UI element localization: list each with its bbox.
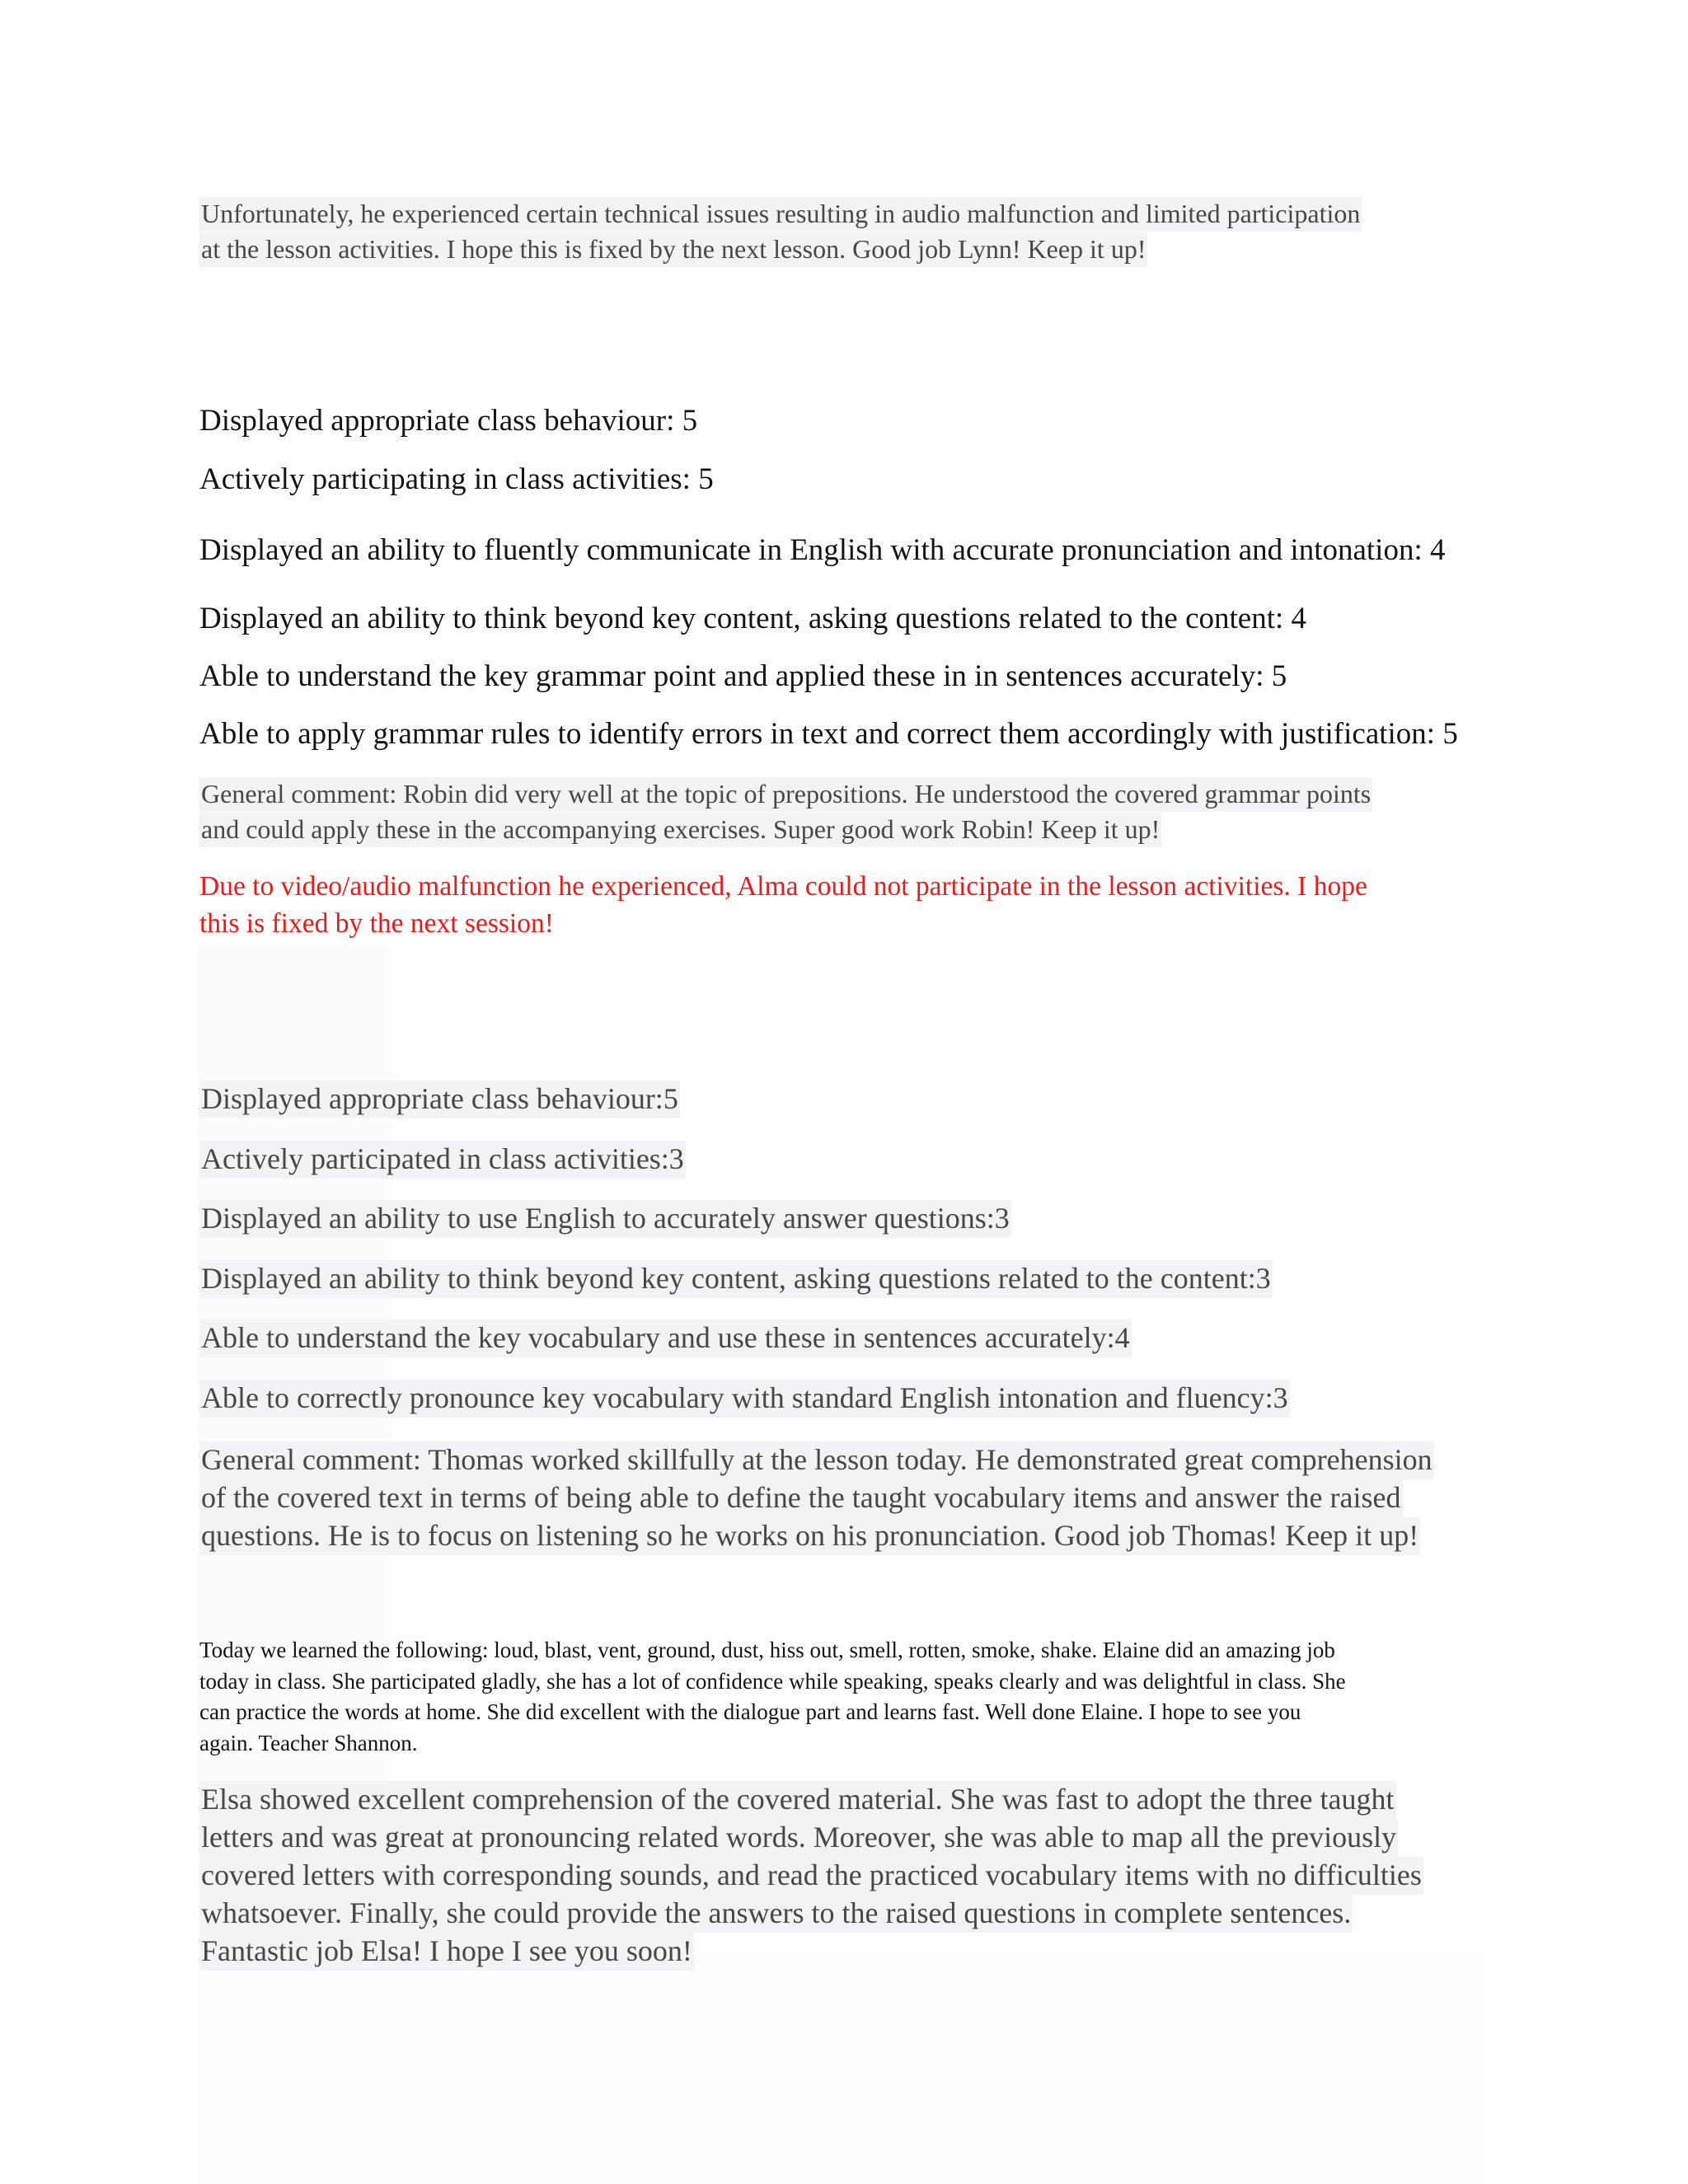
note-line: again. Teacher Shannon. (199, 1730, 418, 1755)
comment-line: letters and was great at pronouncing related words. Moreover, she was able to map all the previously (199, 1819, 1398, 1857)
report1-criterion: Able to apply grammar rules to identify errors in text and correct them accordingly with justification: 5 (199, 717, 1458, 751)
intro-comment (199, 196, 1362, 267)
report1-general-comment (199, 776, 1372, 847)
note-line: today in class. She participated gladly, she has a lot of confidence while speaking, speaks clearly and was delightful in class. She (199, 1668, 1346, 1694)
report1-criterion: Displayed appropriate class behaviour: 5 (199, 404, 698, 438)
comment-line: Unfortunately, he experienced certain technical issues resulting in audio malfunction and limited participation (199, 197, 1362, 232)
note-line: can practice the words at home. She did excellent with the dialogue part and learns fast. Well done Elaine. I hope to see you (199, 1699, 1301, 1724)
comment-line: whatsoever. Finally, she could provide the answers to the raised questions in complete sentences. (199, 1895, 1353, 1933)
report2-general-comment (199, 1441, 1434, 1554)
report1-criterion: Displayed an ability to fluently communicate in English with accurate pronunciation and intonation: 4 (199, 533, 1446, 567)
comment-line: of the covered text in terms of being able to define the taught vocabulary items and answer the raised (199, 1479, 1403, 1517)
report2-criterion: Displayed an ability to think beyond key content, asking questions related to the content:3 (199, 1260, 1273, 1298)
report2-criterion: Displayed appropriate class behaviour:5 (199, 1080, 680, 1118)
comment-line: Fantastic job Elsa! I hope I see you soon! (199, 1933, 694, 1971)
alert-line: Due to video/audio malfunction he experienced, Alma could not participate in the lesson activities. I hope (199, 871, 1367, 902)
comment-line: questions. He is to focus on listening so he works on his pronunciation. Good job Thomas! Keep it up! (199, 1517, 1420, 1555)
malfunction-alert (199, 868, 1367, 942)
comment-line: and could apply these in the accompanying exercises. Super good work Robin! Keep it up! (199, 813, 1161, 847)
report2-criterion: Able to understand the key vocabulary and use these in sentences accurately:4 (199, 1319, 1132, 1357)
comment-line: Elsa showed excellent comprehension of the covered material. She was fast to adopt the three taught (199, 1781, 1396, 1819)
page-shading (198, 1953, 1484, 2184)
comment-line: covered letters with corresponding sounds, and read the practiced vocabulary items with no difficulties (199, 1857, 1423, 1895)
note-line: Today we learned the following: loud, blast, vent, ground, dust, hiss out, smell, rotten, smoke, shake. Elaine did an amazing job (199, 1638, 1335, 1662)
report2-criterion: Actively participated in class activities:3 (199, 1141, 686, 1179)
report1-criterion: Displayed an ability to think beyond key content, asking questions related to the content: 4 (199, 602, 1307, 635)
elsa-comment (199, 1780, 1423, 1970)
report2-criterion: Able to correctly pronounce key vocabulary with standard English intonation and fluency:3 (199, 1380, 1290, 1418)
elaine-note (199, 1635, 1346, 1759)
report1-criterion: Actively participating in class activities: 5 (199, 462, 714, 496)
report1-criterion: Able to understand the key grammar point and applied these in in sentences accurately: 5 (199, 659, 1287, 693)
comment-line: at the lesson activities. I hope this is fixed by the next lesson. Good job Lynn! Keep it up! (199, 232, 1147, 267)
report2-criterion: Displayed an ability to use English to accurately answer questions:3 (199, 1200, 1011, 1238)
comment-line: General comment: Robin did very well at the topic of prepositions. He understood the covered grammar points (199, 777, 1372, 812)
comment-line: General comment: Thomas worked skillfully at the lesson today. He demonstrated great comprehension (199, 1441, 1434, 1479)
alert-line: this is fixed by the next session! (199, 908, 554, 939)
